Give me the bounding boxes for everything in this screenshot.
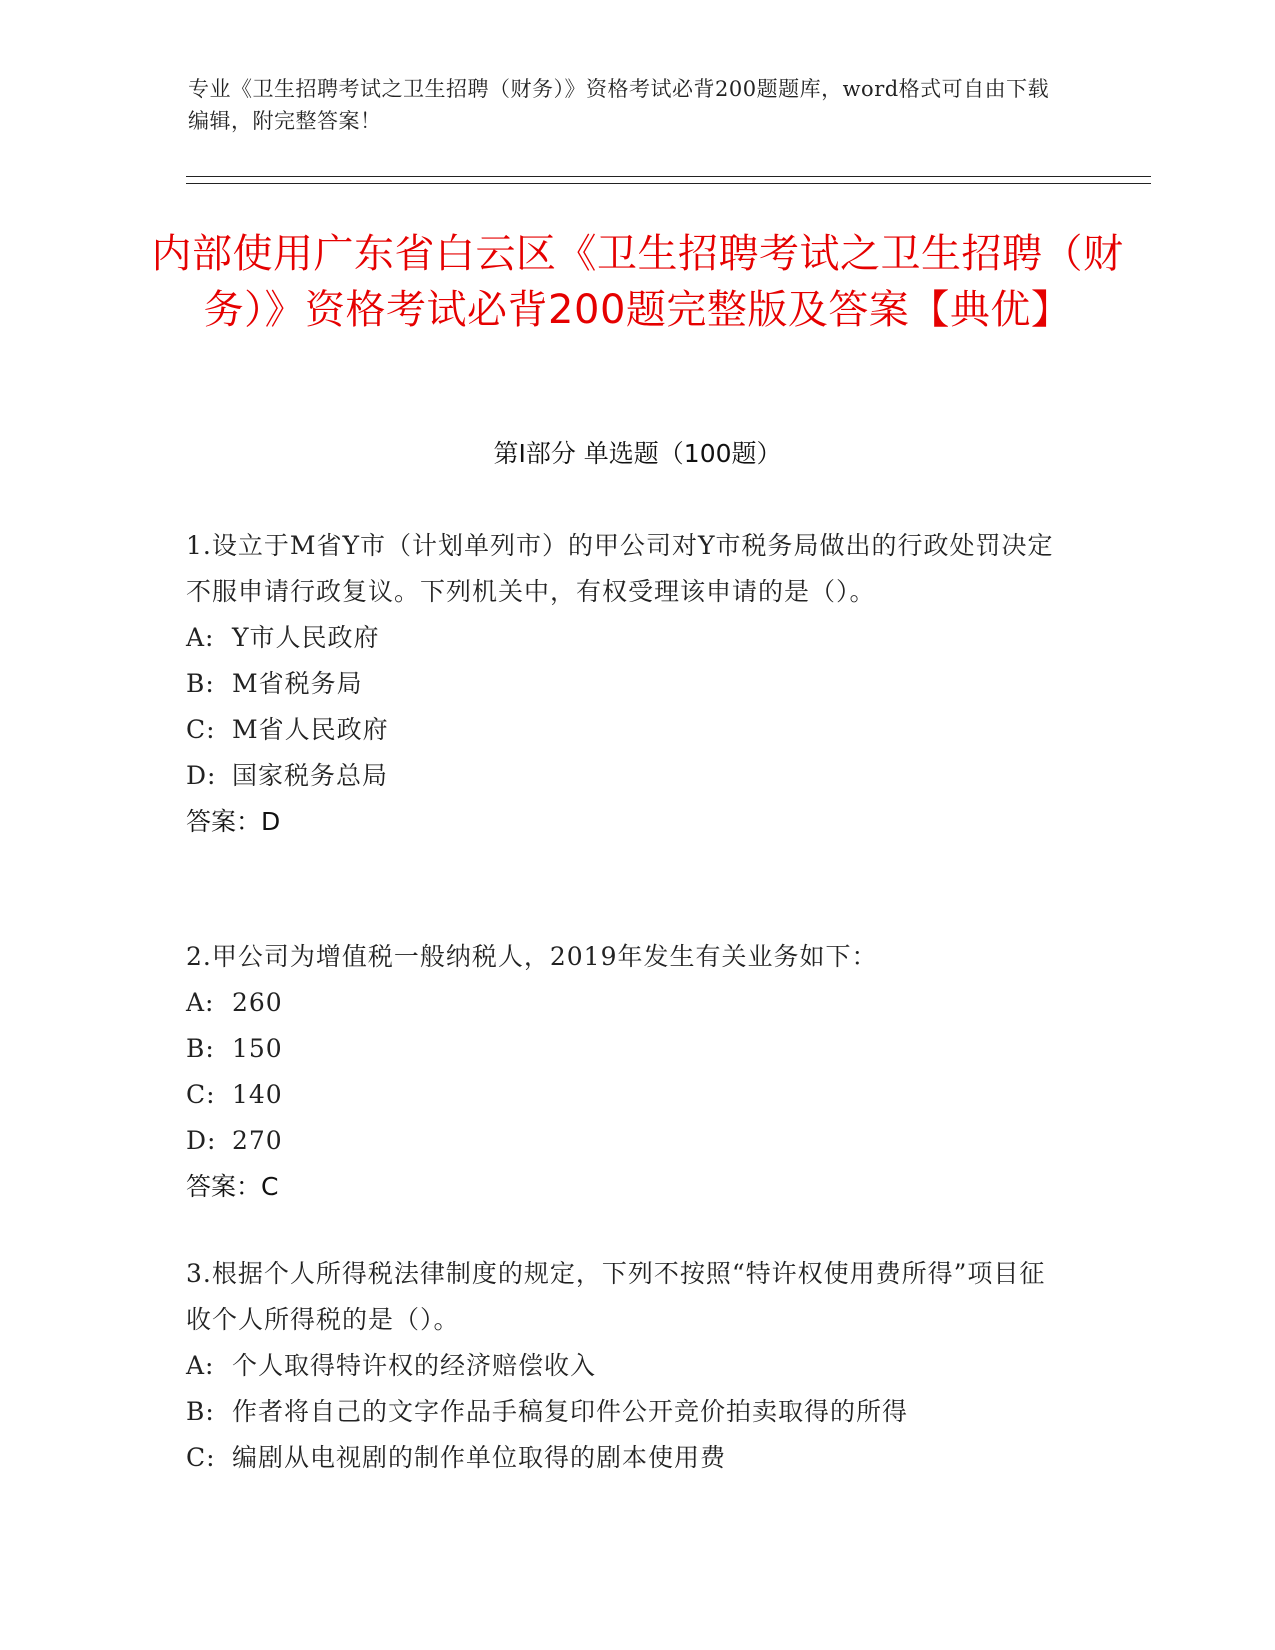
option-key: B: [186,669,215,698]
option-key: D: [186,1126,217,1155]
header-rule-bottom [186,183,1151,184]
question-stem: 2.甲公司为增值税一般纳税人，2019年发生有关业务如下： [186,942,878,971]
option-text: M省人民政府 [232,715,389,744]
option-key: B: [186,1034,215,1063]
option-text: Y市人民政府 [232,623,380,652]
option-text: 编剧从电视剧的制作单位取得的剧本使用费 [232,1443,727,1472]
answer: 答案：D [186,807,281,836]
option-b [186,1026,1066,1072]
option-key: A: [186,623,215,652]
option-c [186,707,1066,753]
option-key: A: [186,1351,215,1380]
option-c [186,1072,1066,1118]
option-text: 国家税务总局 [232,761,389,790]
option-a [186,1343,1066,1389]
option-c [186,1435,1066,1481]
option-text: 260 [232,988,283,1017]
question-2 [186,934,1066,1210]
question-stem: 3.根据个人所得税法律制度的规定，下列不按照“特许权使用费所得”项目征收个人所得税的是（）。 [186,1259,1046,1334]
option-key: A: [186,988,215,1017]
header-rule-top [186,176,1151,177]
option-key: C: [186,715,216,744]
document-title: 内部使用广东省白云区《卫生招聘考试之卫生招聘（财务）》资格考试必背200题完整版及答案【典优】 [151,231,1124,333]
header-note: 专业《卫生招聘考试之卫生招聘（财务）》资格考试必背200题题库，word格式可自由下载编辑，附完整答案！ [188,77,1050,133]
question-1 [186,523,1066,845]
option-text: 270 [232,1126,283,1155]
section-title: 第I部分 单选题（100题） [493,439,782,468]
option-b [186,1389,1066,1435]
option-b [186,661,1066,707]
option-text: 150 [232,1034,283,1063]
option-a [186,615,1066,661]
answer: 答案：C [186,1172,279,1201]
question-stem: 1.设立于M省Y市（计划单列市）的甲公司对Y市税务局做出的行政处罚决定不服申请行政复议。下列机关中，有权受理该申请的是（）。 [186,531,1054,606]
option-text: 作者将自己的文字作品手稿复印件公开竞价拍卖取得的所得 [232,1397,909,1426]
option-key: C: [186,1443,216,1472]
option-key: D: [186,761,217,790]
option-d [186,1118,1066,1164]
option-key: C: [186,1080,216,1109]
option-text: 个人取得特许权的经济赔偿收入 [232,1351,597,1380]
option-a [186,980,1066,1026]
option-text: 140 [232,1080,283,1109]
option-d [186,753,1066,799]
option-key: B: [186,1397,215,1426]
question-3 [186,1251,1066,1481]
option-text: M省税务局 [232,669,363,698]
